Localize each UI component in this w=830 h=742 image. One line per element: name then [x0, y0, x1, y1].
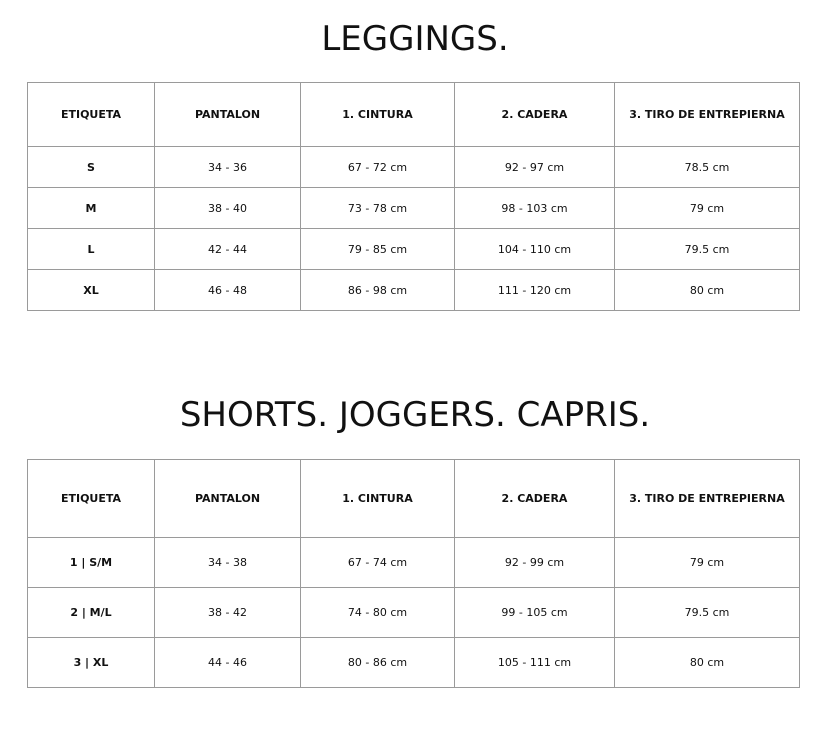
cell-tiro: 78.5 cm: [615, 147, 800, 188]
cell-etiqueta: M: [28, 188, 155, 229]
cell-cadera: 98 - 103 cm: [455, 188, 615, 229]
cell-pantalon: 34 - 36: [155, 147, 301, 188]
cell-cadera: 92 - 99 cm: [455, 538, 615, 588]
header-etiqueta: ETIQUETA: [28, 460, 155, 538]
table-header-row: [28, 460, 800, 538]
cell-pantalon: 44 - 46: [155, 638, 301, 688]
header-cintura: 1. CINTURA: [301, 460, 455, 538]
leggings-title: LEGGINGS.: [321, 19, 509, 59]
header-tiro: 3. TIRO DE ENTREPIERNA: [615, 83, 800, 147]
table-row: [28, 147, 800, 188]
header-pantalon: PANTALON: [155, 83, 301, 147]
table-header-row: [28, 83, 800, 147]
cell-tiro: 80 cm: [615, 270, 800, 311]
cell-cadera: 104 - 110 cm: [455, 229, 615, 270]
table-row: [28, 588, 800, 638]
cell-etiqueta: 3 | XL: [28, 638, 155, 688]
cell-cintura: 67 - 72 cm: [301, 147, 455, 188]
header-tiro: 3. TIRO DE ENTREPIERNA: [615, 460, 800, 538]
cell-pantalon: 38 - 40: [155, 188, 301, 229]
cell-etiqueta: XL: [28, 270, 155, 311]
table-row: [28, 188, 800, 229]
cell-pantalon: 38 - 42: [155, 588, 301, 638]
cell-cintura: 73 - 78 cm: [301, 188, 455, 229]
header-etiqueta: ETIQUETA: [28, 83, 155, 147]
cell-etiqueta: 2 | M/L: [28, 588, 155, 638]
shorts-size-table: [27, 459, 800, 688]
cell-cadera: 99 - 105 cm: [455, 588, 615, 638]
table-row: [28, 638, 800, 688]
cell-etiqueta: S: [28, 147, 155, 188]
header-cintura: 1. CINTURA: [301, 83, 455, 147]
table-row: [28, 538, 800, 588]
cell-cintura: 86 - 98 cm: [301, 270, 455, 311]
header-cadera: 2. CADERA: [455, 83, 615, 147]
cell-tiro: 79 cm: [615, 538, 800, 588]
cell-cadera: 92 - 97 cm: [455, 147, 615, 188]
cell-cadera: 105 - 111 cm: [455, 638, 615, 688]
shorts-title: SHORTS. JOGGERS. CAPRIS.: [179, 395, 651, 435]
header-cadera: 2. CADERA: [455, 460, 615, 538]
cell-etiqueta: L: [28, 229, 155, 270]
cell-pantalon: 42 - 44: [155, 229, 301, 270]
cell-cintura: 80 - 86 cm: [301, 638, 455, 688]
cell-tiro: 79.5 cm: [615, 229, 800, 270]
cell-tiro: 79.5 cm: [615, 588, 800, 638]
cell-tiro: 79 cm: [615, 188, 800, 229]
cell-tiro: 80 cm: [615, 638, 800, 688]
cell-etiqueta: 1 | S/M: [28, 538, 155, 588]
table-row: [28, 270, 800, 311]
cell-cadera: 111 - 120 cm: [455, 270, 615, 311]
header-pantalon: PANTALON: [155, 460, 301, 538]
leggings-size-table: [27, 82, 800, 311]
cell-pantalon: 46 - 48: [155, 270, 301, 311]
cell-pantalon: 34 - 38: [155, 538, 301, 588]
cell-cintura: 74 - 80 cm: [301, 588, 455, 638]
cell-cintura: 79 - 85 cm: [301, 229, 455, 270]
cell-cintura: 67 - 74 cm: [301, 538, 455, 588]
table-row: [28, 229, 800, 270]
